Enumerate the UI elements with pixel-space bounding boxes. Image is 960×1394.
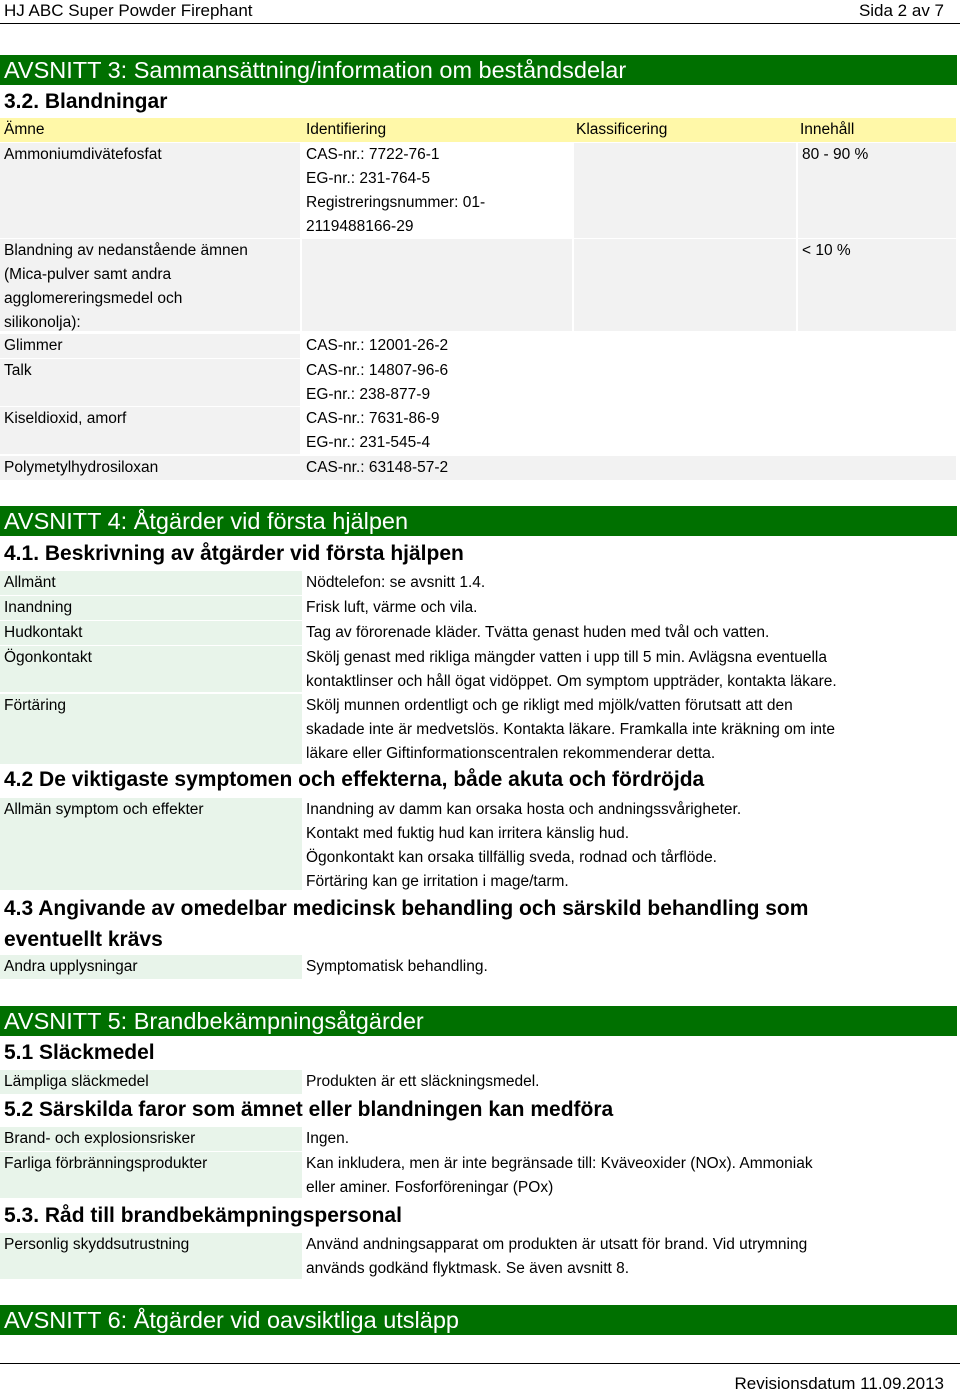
col-header-identification: Identifiering — [302, 118, 572, 142]
subsection-5-3-title: 5.3. Råd till brandbekämpningspersonal — [4, 1204, 402, 1227]
value-skin-contact: Tag av förorenade kläder. Tvätta genast huden med tvål och vatten. — [306, 624, 770, 641]
col-header-classification: Klassificering — [572, 118, 796, 142]
value-eye-contact: Skölj genast med rikliga mängder vatten i upp till 5 min. Avlägsna eventuella kontaktlinser och håll ögat vidöppet. Om symptom uppträder, kontakta läkare. — [306, 649, 837, 690]
table-row-content: 80 - 90 % — [798, 143, 956, 238]
table-row-identification: CAS-nr.: 12001-26-2 — [306, 337, 449, 354]
section-4-title: AVSNITT 4: Åtgärder vid första hjälpen — [0, 506, 957, 536]
section-3-title: AVSNITT 3: Sammansättning/information om beståndsdelar — [0, 55, 957, 85]
subsection-5-1-title: 5.1 Släckmedel — [4, 1041, 155, 1064]
table-row-substance: Blandning av nedanstående ämnen (Mica-pulver samt andra agglomereringsmedel och silikonolja): — [0, 239, 300, 331]
footer-rule — [0, 1363, 960, 1364]
table-row-classification — [574, 143, 796, 238]
subsection-4-2-title: 4.2 De viktigaste symptomen och effekterna, både akuta och fördröjda — [4, 768, 705, 791]
label-fire-explosion-hazards: Brand- och explosionsrisker — [0, 1127, 302, 1151]
table-row-substance: Kiseldioxid, amorf — [0, 407, 300, 454]
value-personal-protective-equipment: Använd andningsapparat om produkten är utsatt för brand. Vid utrymning används godkänd flyktmask. Se även avsnitt 8. — [306, 1236, 808, 1277]
section-6-title: AVSNITT 6: Åtgärder vid oavsiktliga utsläpp — [0, 1305, 957, 1335]
label-general-symptoms: Allmän symptom och effekter — [0, 798, 302, 890]
subsection-3-2-title: 3.2. Blandningar — [4, 90, 168, 113]
label-personal-protective-equipment: Personlig skyddsutrustning — [0, 1233, 302, 1279]
header-rule — [0, 23, 960, 24]
table-row-classification — [574, 239, 796, 331]
value-ingestion: Skölj munnen ordentligt och ge rikligt med mjölk/vatten förutsatt att den skadade inte är medvetslös. Kontakta läkare. Framkalla inte kräkning om inte läkare eller Giftinformationscentralen rekommenderar detta. — [306, 697, 835, 762]
label-hazardous-combustion-products: Farliga förbränningsprodukter — [0, 1152, 302, 1198]
table-row-substance: Ammoniumdivätefosfat — [0, 143, 300, 238]
table-row-substance: Glimmer — [0, 334, 300, 358]
subsection-4-1-title: 4.1. Beskrivning av åtgärder vid första hjälpen — [4, 542, 464, 565]
value-suitable-extinguishing-media: Produkten är ett släckningsmedel. — [306, 1073, 540, 1090]
table-row-substance: Polymetylhydrosiloxan — [0, 456, 956, 480]
value-fire-explosion-hazards: Ingen. — [306, 1130, 350, 1147]
value-inhalation: Frisk luft, värme och vila. — [306, 599, 478, 616]
value-other-information: Symptomatisk behandling. — [306, 958, 488, 975]
table-row-identification — [302, 239, 572, 331]
section-5-title: AVSNITT 5: Brandbekämpningsåtgärder — [0, 1006, 957, 1036]
document-title: HJ ABC Super Powder Firephant — [4, 1, 253, 20]
label-suitable-extinguishing-media: Lämpliga släckmedel — [0, 1070, 302, 1094]
subsection-4-3-title: 4.3 Angivande av omedelbar medicinsk behandling och särskild behandling som eventuellt krävs — [4, 897, 809, 951]
page-number: Sida 2 av 7 — [858, 1, 944, 20]
value-general-symptoms: Inandning av damm kan orsaka hosta och andningssvårigheter. Kontakt med fuktig hud kan irritera känslig hud. Ögonkontakt kan orsaka tillfällig sveda, rodnad och tårflöde. Förtäring kan ge irritation i mage/tarm. — [306, 801, 742, 890]
value-general: Nödtelefon: se avsnitt 1.4. — [306, 574, 486, 591]
col-header-content: Innehåll — [796, 118, 956, 142]
table-row-substance: Talk — [0, 359, 300, 406]
table-row-identification: CAS-nr.: 14807-96-6 EG-nr.: 238-877-9 — [306, 362, 449, 403]
col-header-substance: Ämne — [0, 118, 302, 142]
revision-date: Revisionsdatum 11.09.2013 — [734, 1374, 944, 1393]
value-hazardous-combustion-products: Kan inkludera, men är inte begränsade till: Kväveoxider (NOx). Ammoniak eller aminer. Fosforföreningar (POx) — [306, 1155, 813, 1196]
table-row-content: < 10 % — [798, 239, 956, 331]
label-other-information: Andra upplysningar — [0, 955, 302, 979]
label-general: Allmänt — [0, 571, 302, 595]
label-skin-contact: Hudkontakt — [0, 621, 302, 645]
subsection-5-2-title: 5.2 Särskilda faror som ämnet eller blandningen kan medföra — [4, 1098, 614, 1121]
table-row-identification: CAS-nr.: 63148-57-2 — [306, 459, 449, 476]
label-eye-contact: Ögonkontakt — [0, 646, 302, 692]
label-ingestion: Förtäring — [0, 694, 302, 764]
table-row-identification: CAS-nr.: 7722-76-1 EG-nr.: 231-764-5 Registreringsnummer: 01- 2119488166-29 — [306, 146, 486, 235]
table-row-identification: CAS-nr.: 7631-86-9 EG-nr.: 231-545-4 — [306, 410, 440, 451]
label-inhalation: Inandning — [0, 596, 302, 620]
